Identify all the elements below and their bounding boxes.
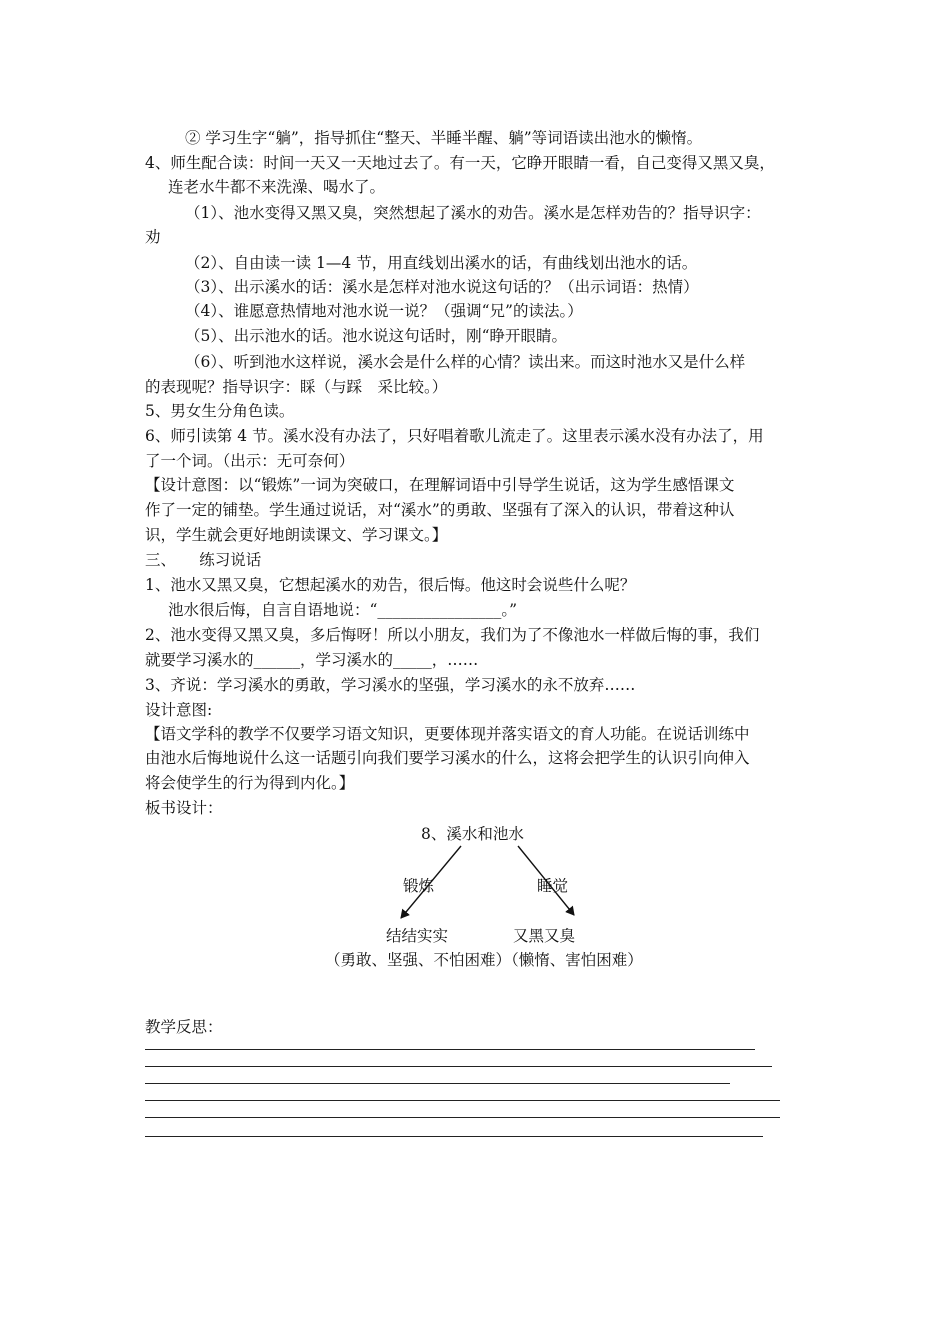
text-line: （2）、自由读一读 1—4 节，用直线划出溪水的话，有曲线划出池水的话。 [185, 254, 698, 272]
left-arrow [401, 846, 461, 918]
text-line: （6）、听到池水这样说，溪水会是什么样的心情？读出来。而这时池水又是什么样 [185, 353, 746, 371]
text-line: 4、师生配合读：时间一天又一天地过去了。有一天，它睁开眼睛一看，自己变得又黑又臭， [145, 154, 775, 172]
design-intent-line: 作了一定的铺垫。学生通过说话，对“溪水”的勇敢、坚强有了深入的认识，带着这种认 [145, 501, 735, 519]
design-intent-line: 【设计意图：以“锻炼”一词为突破口，在理解词语中引导学生说话，这为学生感悟课文 [145, 476, 735, 494]
design-intent-line: 识，学生就会更好地朗读课文、学习课文。】 [145, 526, 448, 544]
design-intent-line: 由池水后悔地说什么这一话题引向我们要学习溪水的什么，这将会把学生的认识引向伸入 [145, 749, 750, 767]
right-result: 又黑又臭 [513, 927, 576, 945]
design-intent-line: 将会使学生的行为得到内化。】 [145, 774, 355, 792]
text-line: 连老水牛都不来洗澡、喝水了。 [168, 178, 386, 196]
text-line: 6、师引读第 4 节。溪水没有办法了，只好唱着歌儿流走了。这里表示溪水没有办法了，用 [145, 427, 764, 445]
right-arrow [518, 846, 574, 915]
text-line: ② 学习生字“躺”，指导抓住“整天、半睡半醒、躺”等词语读出池水的懒惰。 [185, 129, 703, 147]
text-line: 3、齐说：学习溪水的勇敢，学习溪水的坚强，学习溪水的永不放弃…… [145, 676, 636, 694]
reflection-line [145, 1083, 730, 1084]
text-line: 就要学习溪水的______，学习溪水的_____，…… [145, 651, 479, 669]
reflection-label: 教学反思： [145, 1018, 223, 1036]
text-line: （3）、出示溪水的话：溪水是怎样对池水说这句话的？（出示词语：热情） [185, 278, 699, 296]
reflection-line [145, 1136, 763, 1137]
left-result: 结结实实 [386, 927, 449, 945]
reflection-line [145, 1066, 772, 1067]
reflection-line [145, 1117, 780, 1118]
text-line: 5、男女生分角色读。 [145, 402, 295, 420]
left-verb: 锻炼 [403, 877, 435, 895]
text-line: （5）、出示池水的话。池水说这句话时，刚“睁开眼睛。 [185, 327, 568, 345]
text-line: 1、池水又黑又臭，它想起溪水的劝告，很后悔。他这时会说些什么呢？ [145, 576, 636, 594]
text-line: 了一个词。（出示：无可奈何） [145, 452, 355, 470]
text-line: （4）、谁愿意热情地对池水说一说？（强调“兄”的读法。） [185, 302, 583, 320]
text-line: 的表现呢？指导识字：睬（与踩 采比较。） [145, 378, 448, 396]
section-heading: 三、 练习说话 [145, 551, 262, 569]
design-intent-label: 设计意图: [145, 701, 213, 719]
text-line: （1）、池水变得又黑又臭，突然想起了溪水的劝告。溪水是怎样劝告的？指导识字： [185, 204, 761, 222]
text-line: 池水很后悔，自言自语地说：“________________。” [168, 601, 518, 619]
qualities-text: （勇敢、坚强、不怕困难）（懒惰、害怕困难） [325, 951, 643, 969]
reflection-line [145, 1049, 755, 1050]
design-intent-line: 【语文学科的教学不仅要学习语文知识，更要体现并落实语文的育人功能。在说话训练中 [145, 725, 750, 743]
right-verb: 睡觉 [537, 877, 569, 895]
board-design-label: 板书设计： [145, 799, 223, 817]
reflection-line [145, 1100, 780, 1101]
board-title: 8、溪水和池水 [421, 825, 524, 843]
text-line: 劝 [145, 228, 161, 246]
text-line: 2、池水变得又黑又臭，多后悔呀！所以小朋友，我们为了不像池水一样做后悔的事，我们 [145, 626, 760, 644]
